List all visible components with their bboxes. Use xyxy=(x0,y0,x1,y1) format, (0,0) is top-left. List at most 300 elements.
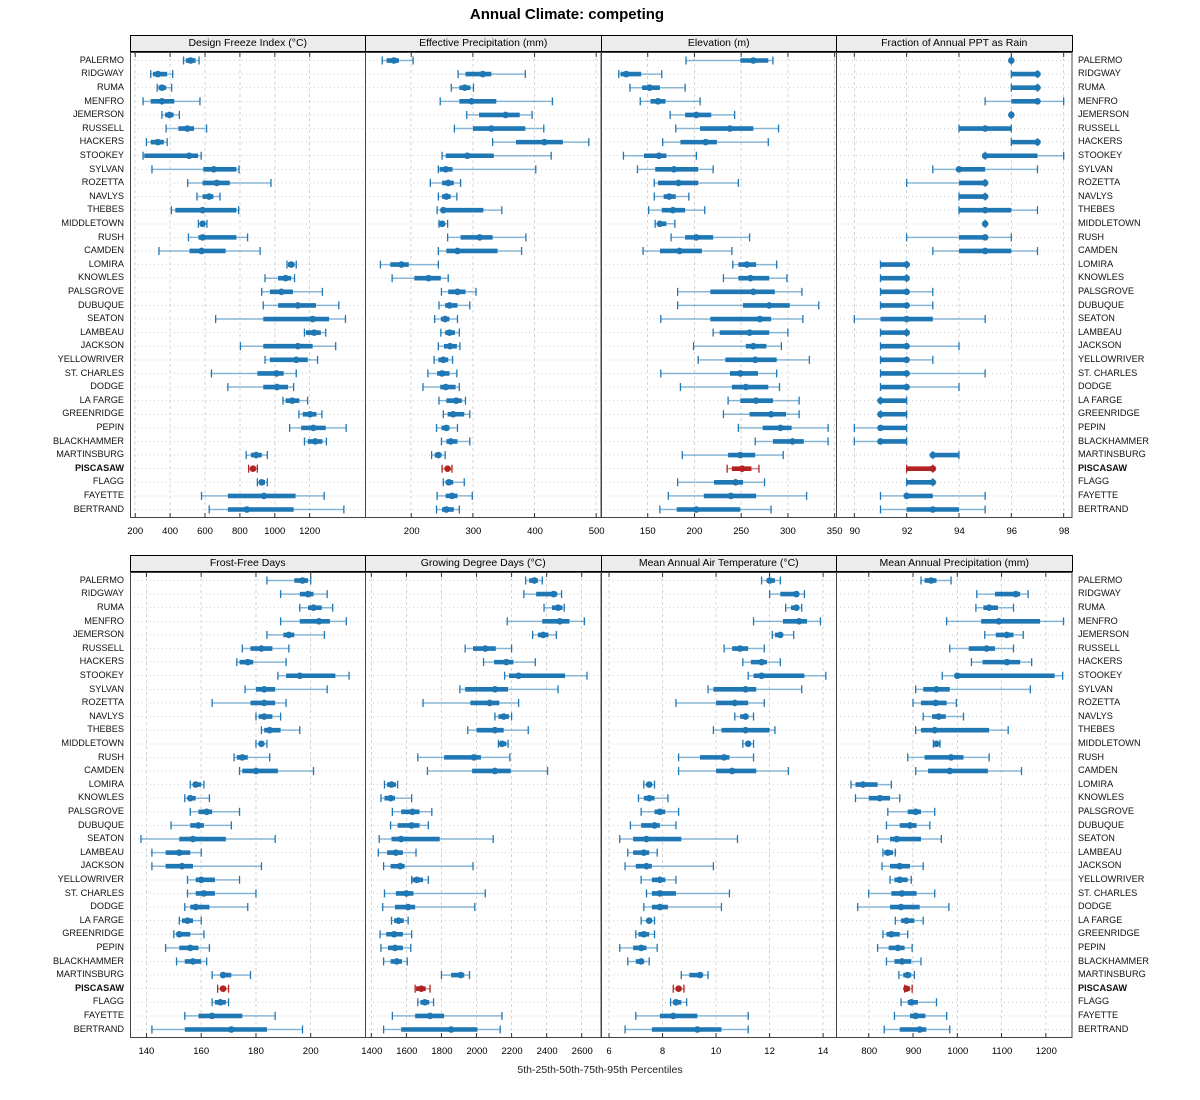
station-label-left: RUMA xyxy=(96,601,124,612)
median-dot xyxy=(702,139,709,146)
median-dot xyxy=(903,357,910,364)
median-dot xyxy=(260,686,267,693)
median-dot xyxy=(158,98,165,105)
median-dot xyxy=(260,493,267,500)
panel-border xyxy=(130,573,366,1038)
percentile-row-dodge xyxy=(858,903,949,911)
station-label-left: CAMDEN xyxy=(84,765,124,776)
station-label-right: JEMERSON xyxy=(1078,109,1130,120)
percentile-row-greenridge xyxy=(883,930,908,938)
percentile-row-seaton xyxy=(140,835,274,843)
median-dot xyxy=(440,357,447,364)
percentile-row-yellowriver xyxy=(880,356,932,364)
median-dot xyxy=(896,863,903,870)
percentile-row-lambeau xyxy=(378,849,416,857)
median-dot xyxy=(273,370,280,377)
median-dot xyxy=(306,411,313,418)
panel-plot xyxy=(365,572,602,1038)
percentile-row-yellowriver xyxy=(434,356,452,364)
percentile-row-piscasaw xyxy=(727,465,759,473)
median-dot xyxy=(531,577,538,584)
percentile-row-dubuque xyxy=(391,821,429,829)
median-dot xyxy=(665,193,672,200)
percentile-row-middletown xyxy=(255,740,266,748)
median-dot xyxy=(185,152,192,159)
station-label-right: NAVLYS xyxy=(1078,190,1113,201)
axis-tick-label: 180 xyxy=(248,1046,264,1057)
panel-header: Frost-Free Days xyxy=(130,555,367,572)
station-label-right: RUSH xyxy=(1078,231,1105,242)
axis-tick-label: 1000 xyxy=(264,526,286,537)
median-dot xyxy=(184,125,191,132)
panel-header: Growing Degree Days (°C) xyxy=(365,555,602,572)
station-label-right: LAMBEAU xyxy=(1078,326,1122,337)
median-dot xyxy=(453,397,460,404)
station-label-right: HACKERS xyxy=(1078,136,1123,147)
median-dot xyxy=(1004,632,1011,639)
median-dot xyxy=(930,506,937,513)
axis-tick-label: 800 xyxy=(861,1046,878,1057)
station-label-left: MARTINSBURG xyxy=(56,449,124,460)
percentile-row-jackson xyxy=(880,342,959,350)
median-dot xyxy=(540,632,547,639)
axis-tick-label: 90 xyxy=(849,526,861,537)
median-dot xyxy=(550,591,557,598)
median-dot xyxy=(450,411,457,418)
median-dot xyxy=(154,139,161,146)
axis-tick-label: 300 xyxy=(779,526,796,537)
median-dot xyxy=(199,234,206,241)
station-label-right: RUSSELL xyxy=(1078,122,1120,133)
axis-tick-label: 300 xyxy=(465,526,482,537)
median-dot xyxy=(292,357,299,364)
percentile-row-navlys xyxy=(959,193,988,201)
percentile-row-la-farge xyxy=(391,917,408,925)
median-dot xyxy=(397,863,404,870)
median-dot xyxy=(1004,659,1011,666)
median-dot xyxy=(766,577,773,584)
station-label-right: JACKSON xyxy=(1078,340,1122,351)
median-dot xyxy=(744,740,751,747)
median-dot xyxy=(877,795,884,802)
percentile-row-martinsburg xyxy=(899,971,914,979)
median-dot xyxy=(219,985,226,992)
percentile-row-fayette xyxy=(668,492,806,500)
median-dot xyxy=(158,84,165,91)
median-dot xyxy=(395,917,402,924)
median-dot xyxy=(640,931,647,938)
median-dot xyxy=(1008,57,1015,64)
panel-plot xyxy=(130,572,367,1038)
median-dot xyxy=(408,822,415,829)
station-label-left: JACKSON xyxy=(80,340,124,351)
percentile-row-thebes xyxy=(261,726,299,734)
percentile-row-rush xyxy=(908,753,989,761)
median-dot xyxy=(956,166,963,173)
median-dot xyxy=(751,357,758,364)
median-dot xyxy=(948,754,955,761)
median-dot xyxy=(449,493,456,500)
station-label-right: LA FARGE xyxy=(1078,914,1123,925)
median-dot xyxy=(260,713,267,720)
station-label-left: JEMERSON xyxy=(72,109,124,120)
median-dot xyxy=(219,972,226,979)
station-label-left: CAMDEN xyxy=(84,245,124,256)
median-dot xyxy=(643,863,650,870)
percentile-row-flagg xyxy=(907,478,936,486)
station-label-left: JACKSON xyxy=(80,860,124,871)
median-dot xyxy=(656,220,663,227)
percentile-row-blackhammer xyxy=(886,957,921,965)
median-dot xyxy=(476,234,483,241)
percentile-row-jackson xyxy=(693,342,781,350)
percentile-row-rush xyxy=(234,753,270,761)
percentile-row-palsgrove xyxy=(190,808,239,816)
median-dot xyxy=(421,999,428,1006)
panel-border xyxy=(601,573,837,1038)
median-dot xyxy=(189,836,196,843)
median-dot xyxy=(309,316,316,323)
percentile-row-piscasaw xyxy=(673,985,684,993)
station-label-right: PALSGROVE xyxy=(1078,806,1134,816)
station-label-left: STOOKEY xyxy=(79,669,124,680)
percentile-row-camden xyxy=(933,247,1038,255)
median-dot xyxy=(912,809,919,816)
axis-tick-label: 1800 xyxy=(431,1046,453,1057)
percentile-row-middletown xyxy=(933,740,940,748)
median-dot xyxy=(1034,84,1041,91)
median-dot xyxy=(752,397,759,404)
station-label-right: DODGE xyxy=(1078,381,1112,392)
station-label-left: MENFRO xyxy=(84,95,124,106)
median-dot xyxy=(675,985,682,992)
percentile-row-knowles xyxy=(184,794,209,802)
station-label-right: MARTINSBURG xyxy=(1078,449,1146,460)
axis-tick-label: 2600 xyxy=(571,1046,593,1057)
percentile-row-ridgway xyxy=(150,70,172,78)
percentile-row-fayette xyxy=(880,492,985,500)
percentile-row-navlys xyxy=(923,713,963,721)
panel-plot xyxy=(601,52,838,518)
percentile-row-lomira xyxy=(190,781,204,789)
percentile-row-greenridge xyxy=(877,410,906,418)
station-label-right: SYLVAN xyxy=(1078,683,1113,694)
percentile-row-palermo xyxy=(761,577,780,585)
median-dot xyxy=(203,809,210,816)
median-dot xyxy=(982,207,989,214)
percentile-row-flagg xyxy=(677,478,764,486)
median-dot xyxy=(393,849,400,856)
percentile-row-ruma xyxy=(976,604,1014,612)
median-dot xyxy=(166,112,173,119)
percentile-row-sylvan xyxy=(637,165,713,173)
station-label-right: RUMA xyxy=(1078,81,1106,92)
percentile-row-palermo xyxy=(183,57,199,65)
station-label-right: BLACKHAMMER xyxy=(1078,435,1149,446)
median-dot xyxy=(982,248,989,255)
median-dot xyxy=(213,180,220,187)
median-dot xyxy=(903,985,910,992)
percentile-row-hackers xyxy=(236,658,285,666)
median-dot xyxy=(304,591,311,598)
percentile-row-fayette xyxy=(437,492,472,500)
median-dot xyxy=(447,438,454,445)
percentile-row-rozetta xyxy=(423,699,519,707)
percentile-row-rush xyxy=(418,753,510,761)
median-dot xyxy=(996,618,1003,625)
median-dot xyxy=(266,727,273,734)
median-dot xyxy=(746,329,753,336)
percentile-row-knowles xyxy=(855,794,899,802)
median-dot xyxy=(278,289,285,296)
median-dot xyxy=(1012,591,1019,598)
median-dot xyxy=(192,781,199,788)
panel-border xyxy=(837,573,1073,1038)
median-dot xyxy=(726,125,733,132)
percentile-row-ridgway xyxy=(524,590,562,598)
median-dot xyxy=(391,57,398,64)
median-dot xyxy=(903,329,910,336)
station-label-left: GREENRIDGE xyxy=(62,408,124,419)
median-dot xyxy=(310,604,317,611)
axis-tick-label: 12 xyxy=(764,1046,775,1057)
median-dot xyxy=(198,248,205,255)
median-dot xyxy=(557,618,564,625)
median-dot xyxy=(903,343,910,350)
median-dot xyxy=(903,917,910,924)
station-label-left: MIDDLETOWN xyxy=(61,217,124,228)
percentile-row-martinsburg xyxy=(246,451,267,459)
station-label-right: MIDDLETOWN xyxy=(1078,217,1141,228)
panel-border xyxy=(366,53,602,518)
median-dot xyxy=(904,972,911,979)
median-dot xyxy=(492,727,499,734)
median-dot xyxy=(930,479,937,486)
median-dot xyxy=(285,632,292,639)
percentile-row-lambeau xyxy=(441,329,459,337)
median-dot xyxy=(468,98,475,105)
median-dot xyxy=(694,1026,701,1033)
median-dot xyxy=(208,1013,215,1020)
percentile-row-jemerson xyxy=(467,111,532,119)
median-dot xyxy=(288,397,295,404)
station-label-right: MARTINSBURG xyxy=(1078,969,1146,980)
percentile-row-sylvan xyxy=(933,165,1038,173)
median-dot xyxy=(448,1026,455,1033)
panel-header: Mean Annual Air Temperature (°C) xyxy=(601,555,838,572)
percentile-row-pepin xyxy=(437,424,458,432)
panel-border xyxy=(130,53,366,518)
axis-tick-label: 96 xyxy=(1006,526,1018,537)
percentile-row-blackhammer xyxy=(441,437,469,445)
percentile-row-middletown xyxy=(439,220,448,228)
percentile-row-st-charles xyxy=(880,369,985,377)
median-dot xyxy=(903,316,910,323)
percentile-row-middletown xyxy=(198,220,207,228)
percentile-row-st-charles xyxy=(187,889,255,897)
percentile-row-yellowriver xyxy=(412,876,429,884)
median-dot xyxy=(935,713,942,720)
station-label-left: SYLVAN xyxy=(89,683,124,694)
median-dot xyxy=(446,479,453,486)
median-dot xyxy=(907,822,914,829)
percentile-row-russell xyxy=(465,645,511,653)
median-dot xyxy=(750,289,757,296)
station-label-right: PALERMO xyxy=(1078,574,1123,585)
percentile-row-middletown xyxy=(655,220,675,228)
percentile-row-russell xyxy=(166,125,206,133)
percentile-row-blackhammer xyxy=(304,437,326,445)
percentile-row-fayette xyxy=(392,1012,502,1020)
median-dot xyxy=(541,139,548,146)
axis-tick-label: 92 xyxy=(901,526,913,537)
percentile-row-bertrand xyxy=(384,1026,501,1034)
station-label-left: BLACKHAMMER xyxy=(53,955,124,966)
station-label-right: LAMBEAU xyxy=(1078,846,1122,857)
percentile-row-hackers xyxy=(493,138,589,146)
percentile-row-jackson xyxy=(240,342,335,350)
median-dot xyxy=(793,604,800,611)
percentile-row-jemerson xyxy=(1008,111,1015,119)
median-dot xyxy=(669,207,676,214)
axis-tick-label: 1000 xyxy=(947,1046,969,1057)
percentile-row-menfro xyxy=(753,617,820,625)
median-dot xyxy=(750,343,757,350)
median-dot xyxy=(197,877,204,884)
station-label-right: LA FARGE xyxy=(1078,394,1123,405)
axis-tick-label: 2200 xyxy=(501,1046,523,1057)
median-dot xyxy=(435,452,442,459)
median-dot xyxy=(217,999,224,1006)
percentile-row-greenridge xyxy=(723,410,799,418)
percentile-row-flagg xyxy=(212,998,228,1006)
median-dot xyxy=(656,890,663,897)
station-label-left: BERTRAND xyxy=(73,1023,124,1034)
panel-border xyxy=(601,53,837,518)
station-label-right: CAMDEN xyxy=(1078,245,1118,256)
median-dot xyxy=(982,180,989,187)
chart-title: Annual Climate: competing xyxy=(469,6,665,23)
median-dot xyxy=(1034,139,1041,146)
axis-tick-label: 900 xyxy=(905,1046,922,1057)
axis-tick-label: 2400 xyxy=(536,1046,558,1057)
station-label-left: LOMIRA xyxy=(88,778,124,789)
median-dot xyxy=(877,411,884,418)
median-dot xyxy=(260,700,267,707)
percentile-row-piscasaw xyxy=(415,985,430,993)
median-dot xyxy=(736,370,743,377)
percentile-row-dodge xyxy=(227,383,293,391)
percentile-row-jackson xyxy=(384,862,473,870)
percentile-row-lomira xyxy=(380,261,438,269)
median-dot xyxy=(777,425,784,432)
percentile-row-la-farge xyxy=(877,397,906,405)
station-label-left: HACKERS xyxy=(79,656,124,667)
percentile-row-bertrand xyxy=(437,506,460,514)
station-label-left: RUMA xyxy=(96,81,124,92)
percentile-row-la-farge xyxy=(282,397,307,405)
percentile-row-stookey xyxy=(623,152,696,160)
median-dot xyxy=(656,904,663,911)
percentile-row-stookey xyxy=(982,152,1064,160)
percentile-row-rozetta xyxy=(654,179,738,187)
station-label-right: YELLOWRIVER xyxy=(1078,354,1145,365)
percentile-row-ruma xyxy=(299,604,332,612)
percentile-row-dodge xyxy=(880,383,959,391)
median-dot xyxy=(199,220,206,227)
percentile-row-flagg xyxy=(901,998,936,1006)
percentile-row-st-charles xyxy=(646,889,729,897)
station-label-right: THEBES xyxy=(1078,204,1115,215)
percentile-row-ridgway xyxy=(977,590,1028,598)
percentile-row-palsgrove xyxy=(880,288,932,296)
median-dot xyxy=(403,890,410,897)
percentile-row-rozetta xyxy=(187,179,270,187)
percentile-row-sylvan xyxy=(916,685,1031,693)
median-dot xyxy=(646,84,653,91)
median-dot xyxy=(736,645,743,652)
median-dot xyxy=(747,275,754,282)
percentile-row-dodge xyxy=(184,903,247,911)
median-dot xyxy=(696,972,703,979)
percentile-row-bertrand xyxy=(625,1026,748,1034)
percentile-row-thebes xyxy=(468,726,528,734)
axis-tick-label: 200 xyxy=(403,526,420,537)
median-dot xyxy=(767,411,774,418)
percentile-row-dodge xyxy=(643,903,721,911)
percentile-row-rozetta xyxy=(675,699,763,707)
station-label-left: ST. CHARLES xyxy=(64,887,124,898)
median-dot xyxy=(184,917,191,924)
percentile-row-stookey xyxy=(143,152,201,160)
axis-tick-label: 400 xyxy=(162,526,179,537)
median-dot xyxy=(454,248,461,255)
median-dot xyxy=(736,452,743,459)
percentile-row-seaton xyxy=(660,315,802,323)
percentile-row-palermo xyxy=(266,577,310,585)
percentile-row-dodge xyxy=(680,383,779,391)
median-dot xyxy=(727,493,734,500)
station-label-left: LAMBEAU xyxy=(80,846,124,857)
station-label-right: FAYETTE xyxy=(1078,1010,1119,1021)
median-dot xyxy=(258,645,265,652)
percentile-row-st-charles xyxy=(211,369,296,377)
percentile-row-dubuque xyxy=(171,821,231,829)
median-dot xyxy=(252,452,259,459)
percentile-row-knowles xyxy=(638,794,667,802)
median-dot xyxy=(946,768,953,775)
percentile-row-pepin xyxy=(738,424,828,432)
median-dot xyxy=(409,809,416,816)
percentile-row-seaton xyxy=(878,835,942,843)
median-dot xyxy=(471,754,478,761)
percentile-row-st-charles xyxy=(869,889,935,897)
percentile-row-greenridge xyxy=(635,930,654,938)
station-label-right: GREENRIDGE xyxy=(1078,928,1140,939)
percentile-row-flagg xyxy=(257,478,267,486)
station-label-left: PISCASAW xyxy=(74,462,124,473)
station-label-right: GREENRIDGE xyxy=(1078,408,1140,419)
median-dot xyxy=(189,958,196,965)
median-dot xyxy=(884,849,891,856)
median-dot xyxy=(675,180,682,187)
percentile-row-hackers xyxy=(146,138,167,146)
median-dot xyxy=(903,384,910,391)
percentile-row-thebes xyxy=(648,206,704,214)
percentile-row-jackson xyxy=(438,342,460,350)
percentile-row-greenridge xyxy=(380,930,412,938)
station-label-left: STOOKEY xyxy=(79,149,124,160)
